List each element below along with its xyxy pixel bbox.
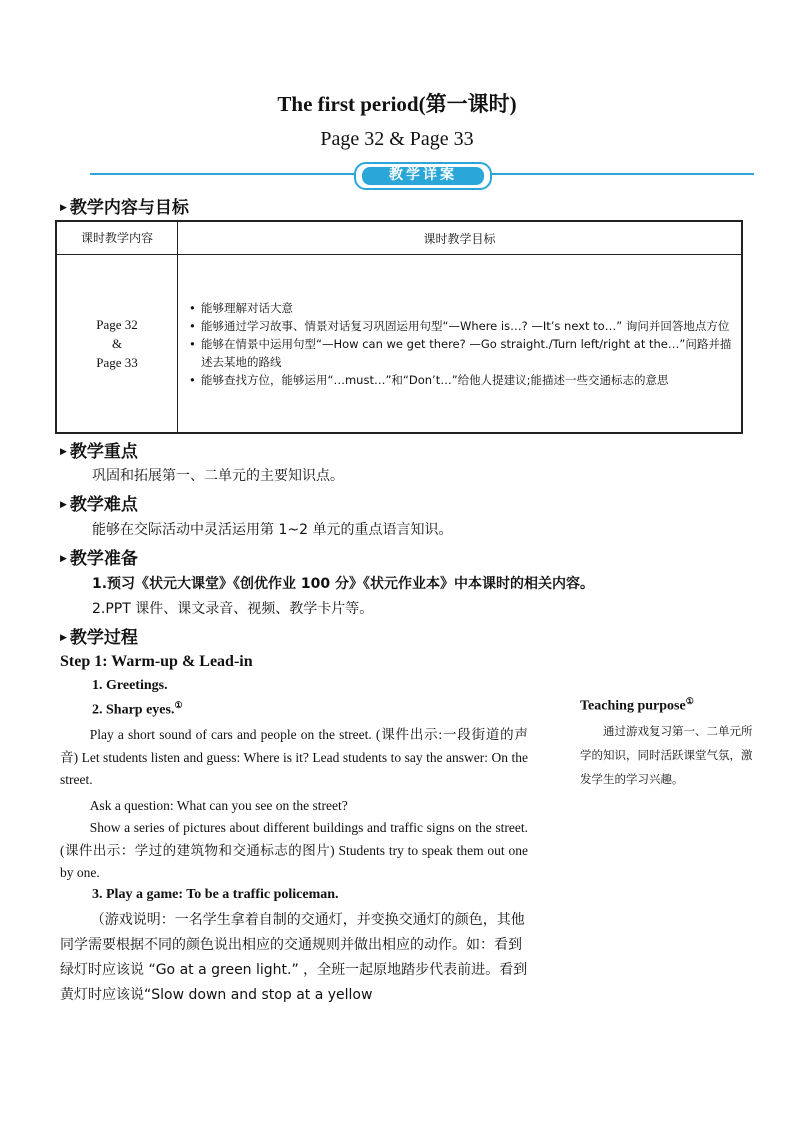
list-item: • 能够理解对话大意 bbox=[189, 300, 293, 315]
goals-table bbox=[55, 220, 743, 434]
table-header-cell: 课时教学目标 bbox=[178, 221, 743, 255]
triangle-bullet-icon: ▶ bbox=[60, 500, 67, 510]
bullet-icon: • bbox=[189, 300, 196, 315]
footnote-mark: ① bbox=[174, 700, 183, 710]
step1-paragraph-3: Show a series of pictures about different buildings and traffic signs on the street. (课件出示：学过的建筑物和交通标志的图片) Students try to speak them out one by one. bbox=[60, 820, 528, 880]
heading-key-points: ▶ 教学重点 bbox=[60, 442, 138, 462]
step1-item-greetings: 1. Greetings. bbox=[92, 678, 168, 693]
step1-item-game: 3. Play a game: To be a traffic policeman. bbox=[92, 887, 339, 902]
prep-item-2: 2.PPT 课件、课文录音、视频、教学卡片等。 bbox=[92, 601, 374, 617]
teaching-purpose-title: Teaching purpose① bbox=[580, 696, 694, 714]
bullet-icon: • bbox=[189, 336, 196, 351]
cell-line: & bbox=[111, 336, 123, 351]
step1-paragraph-1: Play a short sound of cars and people on the street. (课件出示:一段街道的声音) Let students listen and guess: Where is it? Lead students to say the answer: On the street. bbox=[60, 727, 528, 787]
step1-item-sharp-eyes: 2. Sharp eyes.① bbox=[92, 700, 183, 718]
list-item: • 能够通过学习故事、情景对话复习巩固运用句型“—Where is…? —It’s next to…” 询问并回答地点方位 bbox=[189, 318, 730, 333]
table-cell-content bbox=[56, 255, 178, 434]
triangle-bullet-icon: ▶ bbox=[60, 447, 67, 457]
step1-title: Step 1: Warm-up & Lead-in bbox=[60, 653, 253, 670]
prep-item-1: 1.预习《状元大课堂》《创优作业 100 分》《状元作业本》中本课时的相关内容。 bbox=[92, 576, 595, 592]
triangle-bullet-icon: ▶ bbox=[60, 203, 67, 213]
table-header-cell: 课时教学内容 bbox=[56, 221, 178, 255]
bullet-icon: • bbox=[189, 318, 196, 333]
key-points-text: 巩固和拓展第一、二单元的主要知识点。 bbox=[92, 468, 344, 484]
bullet-icon: • bbox=[189, 372, 196, 387]
triangle-bullet-icon: ▶ bbox=[60, 633, 67, 643]
teaching-purpose-note bbox=[580, 696, 755, 791]
difficulties-text: 能够在交际活动中灵活运用第 1~2 单元的重点语言知识。 bbox=[92, 522, 453, 538]
goal-list bbox=[179, 299, 740, 389]
heading-preparation: ▶ 教学准备 bbox=[60, 549, 138, 569]
list-item: • 能够查找方位，能够运用“…must…”和“Don’t…”给他人提建议;能描述一些交通标志的意思 bbox=[189, 372, 669, 387]
heading-content-goals: ▶ 教学内容与目标 bbox=[60, 198, 189, 218]
cell-line: Page 33 bbox=[96, 355, 138, 370]
triangle-bullet-icon: ▶ bbox=[60, 554, 67, 564]
heading-process: ▶ 教学过程 bbox=[60, 628, 138, 648]
section-banner bbox=[354, 162, 492, 190]
teaching-purpose-text: 通过游戏复习第一、二单元所学的知识，同时活跃课堂气氛，激发学生的学习兴趣。 bbox=[580, 723, 753, 786]
list-item: • 能够在情景中运用句型“—How can we get there? —Go straight./Turn left/right at the…”问路并描述去某地的路线 bbox=[189, 336, 732, 369]
page-title: The first period(第一课时) bbox=[277, 92, 517, 116]
table-row bbox=[56, 255, 742, 434]
table-header-row bbox=[56, 221, 742, 255]
page-subtitle: Page 32 & Page 33 bbox=[320, 128, 474, 150]
table-cell-goals bbox=[178, 255, 743, 434]
heading-difficulties: ▶ 教学难点 bbox=[60, 495, 138, 515]
step1-paragraph-4: （游戏说明：一名学生拿着自制的交通灯，并变换交通灯的颜色，其他同学需要根据不同的颜色说出相应的交通规则并做出相应的动作。如：看到绿灯时应该说 “Go at a green light.” ，全班一起原地踏步代表前进。看到黄灯时应该说“Slow down and stop at a yellow bbox=[60, 912, 528, 1003]
cell-line: Page 32 bbox=[96, 317, 138, 332]
step1-paragraph-2: Ask a question: What can you see on the street? bbox=[89, 798, 348, 813]
footnote-mark: ① bbox=[685, 696, 694, 706]
banner-label: 教学详案 bbox=[362, 167, 484, 185]
